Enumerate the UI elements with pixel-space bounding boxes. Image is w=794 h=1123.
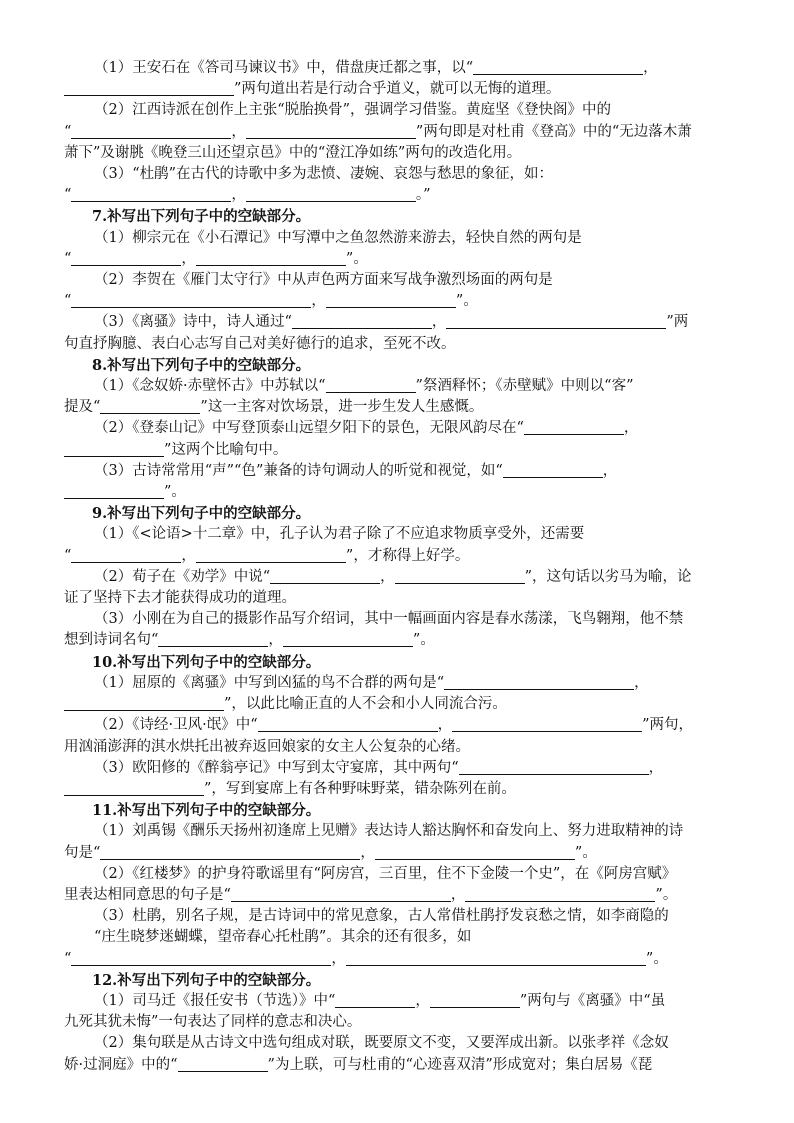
text-line: “ ， ”。 bbox=[64, 293, 478, 310]
fill-blank[interactable] bbox=[444, 674, 634, 690]
text-line: ”这两个比喻句中。 bbox=[64, 440, 732, 461]
question-heading: 9.补写出下列句子中的空缺部分。 bbox=[92, 505, 311, 523]
fill-blank[interactable] bbox=[452, 716, 642, 732]
fill-blank[interactable] bbox=[375, 844, 575, 860]
text-line: （1）屈原的《离骚》中写到凶猛的鸟不合群的两句是“ ， bbox=[94, 674, 649, 691]
fill-blank[interactable] bbox=[71, 547, 181, 563]
fill-blank[interactable] bbox=[246, 123, 416, 139]
question-heading: 8.补写出下列句子中的空缺部分。 bbox=[92, 356, 311, 374]
text-line: “ ， ”。 bbox=[64, 250, 368, 267]
text-line: “ ， ”。 bbox=[64, 950, 668, 967]
text-line: （1）《念奴娇·赤壁怀古》中苏轼以“ ”祭酒释怀；《赤壁赋》中则以“客” bbox=[94, 378, 634, 395]
text-line: 句直抒胸臆、表白心志写自己对美好德行的追求，至死不改。 bbox=[64, 335, 456, 352]
fill-blank[interactable] bbox=[64, 80, 234, 96]
text-line: 娇·过洞庭》中的“ ”为上联，可与杜甫的“心迹喜双清”形成宽对；集白居易《琵 bbox=[64, 1056, 653, 1073]
question-heading: 11.补写出下列句子中的空缺部分。 bbox=[92, 802, 321, 820]
fill-blank[interactable] bbox=[178, 1056, 268, 1072]
text-line: 句是“ ， ”。 bbox=[64, 844, 597, 861]
fill-blank[interactable] bbox=[335, 992, 415, 1008]
question-heading: 7.补写出下列句子中的空缺部分。 bbox=[92, 208, 311, 226]
text-line: （3）“杜鹃”在古代的诗歌中多为悲愤、凄婉、哀怨与愁思的象征，如： bbox=[94, 166, 554, 183]
text-line: （3）《离骚》诗中，诗人通过“ ， ”两 bbox=[94, 314, 689, 331]
text-line: （1）刘禹锡《酬乐天扬州初逢席上见赠》表达诗人豁达胸怀和奋发向上、努力进取精神的诗 bbox=[94, 823, 684, 840]
text-line: （1）司马迁《报任安书（节选）》中“ ， ”两句与《离骚》中“虽 bbox=[94, 992, 666, 1009]
fill-blank[interactable] bbox=[64, 695, 224, 711]
text-line: （3）欧阳修的《醉翁亭记》中写到太守宴席，其中两句“ ， bbox=[94, 759, 664, 776]
question-heading: 10.补写出下列句子中的空缺部分。 bbox=[92, 653, 321, 671]
fill-blank[interactable] bbox=[246, 186, 416, 202]
text-line: （2）江西诗派在创作上主张“脱胎换骨”，强调学习借鉴。黄庭坚《登快阁》中的 bbox=[94, 102, 612, 119]
fill-blank[interactable] bbox=[100, 398, 200, 414]
fill-blank[interactable] bbox=[196, 547, 346, 563]
text-line: （2）《红楼梦》的护身符歌谣里有“阿房宫，三百里，住不下金陵一个史”，在《阿房宫赋》 bbox=[94, 865, 677, 882]
fill-blank[interactable] bbox=[71, 186, 231, 202]
fill-blank[interactable] bbox=[346, 950, 646, 966]
text-line: （1）柳宗元在《小石潭记》中写潭中之鱼忽然游来游去，轻快自然的两句是 bbox=[94, 229, 582, 246]
fill-blank[interactable] bbox=[326, 292, 456, 308]
fill-blank[interactable] bbox=[292, 313, 432, 329]
fill-blank[interactable] bbox=[71, 250, 181, 266]
text-line: “ ， 。” bbox=[64, 187, 431, 204]
text-line: （2）集句联是从古诗文中选句组成对联，既要原文不变，又要浑成出新。以张孝祥《念奴 bbox=[94, 1035, 669, 1052]
fill-blank[interactable] bbox=[100, 844, 360, 860]
text-line: 想到诗词名句“ ， ”。 bbox=[64, 632, 435, 649]
text-line: ”，以此比喻正直的人不会和小人同流合污。 bbox=[64, 694, 732, 715]
question-heading: 12.补写出下列句子中的空缺部分。 bbox=[92, 971, 321, 989]
fill-blank[interactable] bbox=[158, 631, 268, 647]
fill-blank[interactable] bbox=[283, 631, 413, 647]
fill-blank[interactable] bbox=[64, 780, 204, 796]
text-line: （2）《诗经·卫风·氓》中“ ， ”两句， bbox=[94, 717, 694, 734]
text-line: （1）《<论语>十二章》中，孔子认为君子除了不应追求物质享受外，还需要 bbox=[94, 526, 585, 543]
text-line: （1）王安石在《答司马谏议书》中，借盘庚迁都之事，以“ ， bbox=[94, 60, 658, 76]
fill-blank[interactable] bbox=[395, 568, 525, 584]
text-line: （2）荀子在《劝学》中说“ ， ”，这句话以劣马为喻，论 bbox=[94, 568, 692, 585]
text-line: ”，写到宴席上有各种野味野菜，错杂陈列在前。 bbox=[64, 779, 732, 800]
text-line: “ ， ”两句即是对杜甫《登高》中的“无边落木萧 bbox=[64, 123, 692, 140]
text-line: （3）古诗常常用“声”“色”兼备的诗句调动人的听觉和视觉，如“ ， bbox=[94, 462, 618, 479]
text-line: 证了坚持下去才能获得成功的道理。 bbox=[64, 590, 296, 607]
fill-blank[interactable] bbox=[258, 716, 438, 732]
fill-blank[interactable] bbox=[459, 759, 649, 775]
text-line: （3）小刚在为自己的摄影作品写介绍词，其中一幅画面内容是春水荡漾，飞鸟翱翔，他不禁 bbox=[94, 611, 684, 628]
fill-blank[interactable] bbox=[64, 483, 164, 499]
text-line: 用汹涌澎湃的淇水烘托出被弃返回娘家的女主人公复杂的心绪。 bbox=[64, 738, 470, 755]
text-line: （3）杜鹃，别名子规，是古诗词中的常见意象，古人常借杜鹃抒发哀愁之情，如李商隐的 bbox=[94, 908, 669, 925]
fill-blank[interactable] bbox=[196, 250, 346, 266]
text-line: ”。 bbox=[64, 482, 732, 503]
fill-blank[interactable] bbox=[503, 462, 603, 478]
text-line: （2）《登泰山记》中写登顶泰山远望夕阳下的景色，无限风韵尽在“ ， bbox=[94, 420, 639, 437]
fill-blank[interactable] bbox=[231, 886, 451, 902]
fill-blank[interactable] bbox=[71, 950, 331, 966]
text-line: （2）李贺在《雁门太守行》中从声色两方面来写战争激烈场面的两句是 bbox=[94, 272, 553, 289]
text-line: 里表达相同意思的句子是“ ， ”。 bbox=[64, 886, 678, 903]
text-line: “庄生晓梦迷蝴蝶，望帝春心托杜鹃”。其余的还有很多，如 bbox=[94, 929, 472, 946]
fill-blank[interactable] bbox=[71, 292, 311, 308]
document-page bbox=[64, 58, 732, 1076]
fill-blank[interactable] bbox=[446, 313, 666, 329]
text-line: 提及“ ”这一主客对饮场景，进一步生发人生感慨。 bbox=[64, 399, 484, 416]
text-line: 萧下”及谢朓《晚登三山还望京邑》中的“澄江净如练”两句的改造化用。 bbox=[64, 144, 522, 161]
text-line: 九死其犹未悔”一句表达了同样的意志和决心。 bbox=[64, 1014, 362, 1031]
fill-blank[interactable] bbox=[71, 123, 231, 139]
text-line: ”两句道出若是行动合乎道义，就可以无悔的道理。 bbox=[64, 79, 732, 100]
fill-blank[interactable] bbox=[430, 992, 520, 1008]
fill-blank[interactable] bbox=[270, 568, 380, 584]
fill-blank[interactable] bbox=[64, 441, 164, 457]
fill-blank[interactable] bbox=[473, 59, 643, 75]
fill-blank[interactable] bbox=[465, 886, 655, 902]
text-line: “ ， ”，才称得上好学。 bbox=[64, 547, 470, 564]
fill-blank[interactable] bbox=[524, 419, 624, 435]
fill-blank[interactable] bbox=[326, 377, 416, 393]
